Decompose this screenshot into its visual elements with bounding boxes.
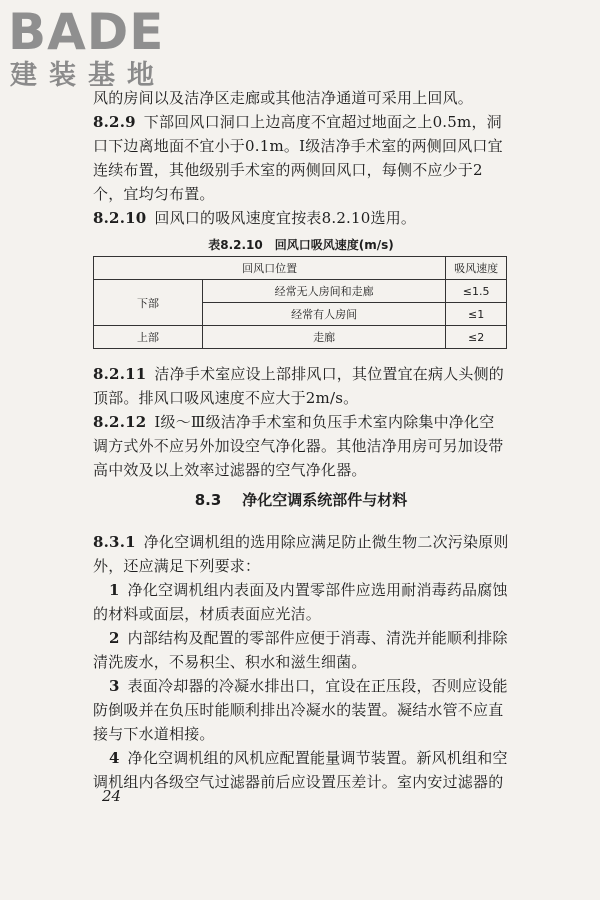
- clause-number: 8.2.10: [93, 209, 147, 227]
- table-row: [94, 326, 507, 349]
- table-header-row: [94, 257, 507, 280]
- page-number: 24: [102, 787, 122, 805]
- list-item: [93, 626, 509, 674]
- data-table: [93, 256, 507, 349]
- clause-8-2-9: [93, 110, 509, 206]
- cell-sub: 经常有人房间: [203, 303, 446, 326]
- item-number: 4: [109, 749, 120, 767]
- clause-text: Ⅰ级～Ⅲ级洁净手术室和负压手术室内除集中净化空调方式外不应另外加设空气净化器。其他洁净用房可另加设带高中效及以上效率过滤器的空气净化器。: [93, 413, 504, 479]
- cell-speed: ≤1: [446, 303, 507, 326]
- clause-text: 下部回风口洞口上边高度不宜超过地面之上0.5m，洞口下边离地面不宜小于0.1m。Ⅰ级洁净手术室的两侧回风口宜连续布置，其他级别手术室的两侧回风口，每侧不应少于2个，宜均匀布置。: [93, 113, 503, 203]
- item-number: 2: [109, 629, 120, 647]
- item-text: 表面冷却器的冷凝水排出口，宜设在正压段，否则应设能防倒吸并在负压时能顺利排出冷凝水的装置。凝结水管不应直接与下水道相接。: [93, 677, 508, 743]
- header-position: 回风口位置: [94, 257, 446, 280]
- clause-8-3-1: [93, 530, 509, 578]
- cell-lower: 下部: [94, 280, 203, 326]
- section-number: 8.3: [194, 491, 222, 509]
- item-text: 净化空调机组的风机应配置能量调节装置。新风机组和空调机组内各级空气过滤器前后应设置压差计。室内安过滤器的: [93, 749, 508, 791]
- header-speed: 吸风速度: [446, 257, 507, 280]
- clause-number: 8.2.11: [93, 365, 147, 383]
- paragraph-top: 风的房间以及洁净区走廊或其他洁净通道可采用上回风。: [93, 89, 474, 107]
- logo-subtitle: 建装基地: [10, 60, 166, 91]
- cell-speed: ≤2: [446, 326, 507, 349]
- clause-text: 净化空调机组的选用除应满足防止微生物二次污染原则外，还应满足下列要求：: [93, 533, 509, 575]
- item-text: 净化空调机组内表面及内置零部件应选用耐消毒药品腐蚀的材料或面层，材质表面应光洁。: [93, 581, 508, 623]
- clause-number: 8.3.1: [93, 533, 136, 551]
- list-item: [93, 746, 509, 794]
- clause-number: 8.2.9: [93, 113, 136, 131]
- clause-text: 洁净手术室应设上部排风口，其位置宜在病人头侧的顶部。排风口吸风速度不应大于2m/s。: [93, 365, 505, 407]
- table-row: [94, 280, 507, 303]
- section-heading: [93, 489, 509, 510]
- clause-8-2-11: [93, 362, 509, 410]
- cell-sub: 走廊: [203, 326, 446, 349]
- clause-text: 回风口的吸风速度宜按表8.2.10选用。: [154, 209, 417, 227]
- logo-text: BADE: [8, 3, 165, 61]
- cell-speed: ≤1.5: [446, 280, 507, 303]
- cell-upper: 上部: [94, 326, 203, 349]
- logo: [8, 4, 178, 96]
- clause-number: 8.2.12: [93, 413, 147, 431]
- item-number: 1: [109, 581, 120, 599]
- list-item: [93, 674, 509, 746]
- item-number: 3: [109, 677, 120, 695]
- clause-8-2-10: [93, 206, 509, 230]
- clause-8-2-12: [93, 410, 509, 482]
- cell-sub: 经常无人房间和走廊: [203, 280, 446, 303]
- item-text: 内部结构及配置的零部件应便于消毒、清洗并能顺利排除清洗废水，不易积尘、积水和滋生细菌。: [93, 629, 508, 671]
- table-caption: 表8.2.10 回风口吸风速度(m/s): [208, 238, 394, 252]
- section-title: 净化空调系统部件与材料: [242, 491, 408, 509]
- list-item: [93, 578, 509, 626]
